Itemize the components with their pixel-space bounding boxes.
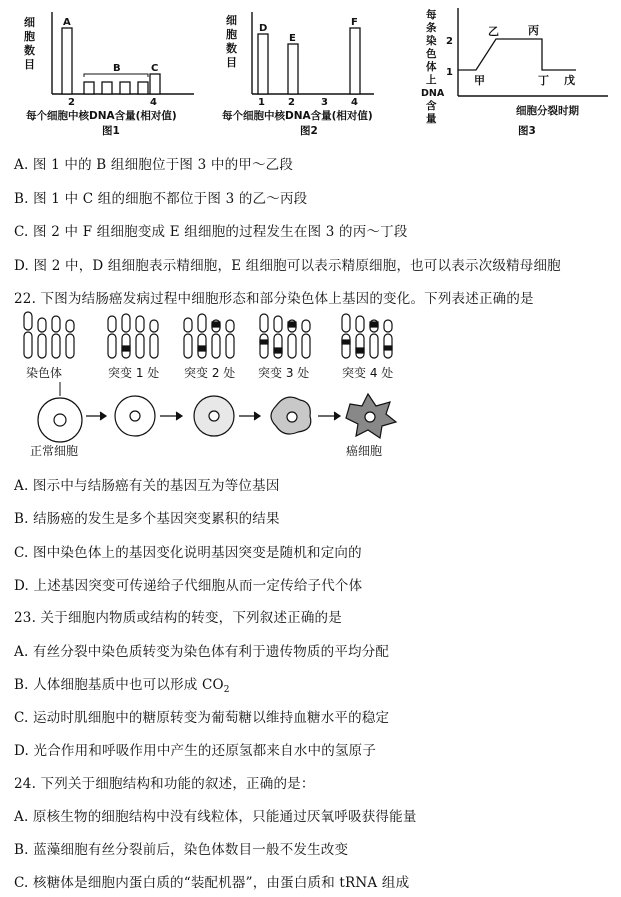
bar xyxy=(258,34,268,94)
chromosome-label: 突变 4 处 xyxy=(342,366,394,380)
q23-option-b-text: B. 人体细胞基质中也可以形成 CO xyxy=(14,677,224,693)
bar-label: E xyxy=(289,33,296,44)
fig3-ylabel xyxy=(421,8,445,125)
fig3-ytick: 1 xyxy=(446,67,453,78)
fig3-ylabel-char: 含 xyxy=(426,100,437,112)
q23-stem: 23. 关于细胞内物质或结构的转变，下列叙述正确的是 xyxy=(14,610,342,626)
q22-option-b: B. 结肠癌的发生是多个基因突变累积的结果 xyxy=(14,511,280,527)
fig3-point-label: 丁 xyxy=(538,74,549,87)
q24-option-c: C. 核糖体是细胞内蛋白质的“装配机器”，由蛋白质和 tRNA 组成 xyxy=(14,875,410,891)
fig1-ylabel xyxy=(24,15,35,71)
q23-option-c: C. 运动时肌细胞中的糖原转变为葡萄糖以维持血糖水平的稳定 xyxy=(14,710,390,726)
cell-label-cancer: 癌细胞 xyxy=(346,444,383,458)
cell-label-normal: 正常细胞 xyxy=(30,444,79,458)
fig3-caption: 图3 xyxy=(518,125,536,137)
fig2-tick: 4 xyxy=(351,97,358,108)
q22-option-d: D. 上述基因突变可传递给子代细胞从而一定传给子代个体 xyxy=(14,578,363,594)
fig3-point-label: 乙 xyxy=(488,25,499,38)
q22-option-c: C. 图中染色体上的基因变化说明基因突变是随机和定向的 xyxy=(14,545,362,561)
fig3-ylabel-char: 染 xyxy=(426,35,437,47)
cell-labels xyxy=(30,443,382,458)
fig2-tick: 3 xyxy=(321,97,328,108)
fig2-xlabel: 每个细胞中核DNA含量(相对值) xyxy=(222,110,373,122)
bar-label: F xyxy=(351,17,358,28)
fig2-ylabel-char: 细 xyxy=(226,14,237,27)
fig3-ylabel-char: DNA xyxy=(421,88,445,99)
fig3-ytick: 2 xyxy=(446,36,453,47)
bar xyxy=(102,82,112,94)
q24-option-a: A. 原核生物的细胞结构中没有线粒体，只能通过厌氧呼吸获得能量 xyxy=(14,809,417,825)
fig2-ylabel-char: 胞 xyxy=(226,28,237,41)
fig2-tick: 1 xyxy=(258,97,265,108)
fig1-caption: 图1 xyxy=(102,125,120,137)
bar-label: D xyxy=(259,23,268,34)
figure-1 xyxy=(22,8,202,140)
fig3-point-label: 甲 xyxy=(474,74,485,87)
fig3-point-labels xyxy=(474,23,575,87)
q23-option-b xyxy=(14,673,230,695)
chromosome-group-mutation-1 xyxy=(108,314,158,358)
fig3-ylabel-char: 体 xyxy=(426,61,437,73)
chromosome-label: 染色体 xyxy=(26,366,63,380)
q24-option-b: B. 蓝藻细胞有丝分裂前后，染色体数目一般不发生改变 xyxy=(14,842,349,858)
chromosome-group-mutation-3 xyxy=(260,314,310,358)
co2-subscript: 2 xyxy=(223,685,230,695)
fig1-tick: 2 xyxy=(68,97,75,108)
fig3-ylabel-char: 每 xyxy=(426,9,437,21)
bar xyxy=(288,44,298,94)
q22-figure xyxy=(20,310,420,460)
chromosome-group-mutation-4 xyxy=(342,314,392,358)
fig3-xlabel: 细胞分裂时期 xyxy=(516,105,579,117)
chromosome-label: 突变 3 处 xyxy=(258,366,310,380)
fig3-ylabel-char: 色 xyxy=(426,48,437,60)
q21-option-b: B. 图 1 中 C 组的细胞不都位于图 3 的乙～丙段 xyxy=(14,191,308,207)
bar-label: A xyxy=(63,17,71,28)
q24-stem: 24. 下列关于细胞结构和功能的叙述，正确的是： xyxy=(14,776,315,792)
fig1-bars xyxy=(62,17,160,94)
fig1-ylabel-char: 胞 xyxy=(24,30,35,43)
bar-label: C xyxy=(151,63,159,74)
fig1-ylabel-char: 目 xyxy=(24,58,35,71)
bar xyxy=(62,28,72,94)
fig3-ylabel-char: 量 xyxy=(426,113,437,125)
q22-option-a: A. 图示中与结肠癌有关的基因互为等位基因 xyxy=(14,478,280,494)
q23-option-d: D. 光合作用和呼吸作用中产生的还原氢都来自水中的氢原子 xyxy=(14,743,377,759)
fig2-bars xyxy=(258,17,360,94)
fig1-ylabel-char: 细 xyxy=(24,16,35,29)
chromosome-label: 突变 1 处 xyxy=(108,366,160,380)
chromosome-label: 突变 2 处 xyxy=(184,366,236,380)
fig1-xlabel: 每个细胞中核DNA含量(相对值) xyxy=(26,110,177,122)
fig1-tick: 4 xyxy=(150,97,157,108)
fig1-group-b-label: B xyxy=(113,63,121,74)
fig3-ylabel-char: 上 xyxy=(426,74,437,86)
fig2-tick: 2 xyxy=(288,97,295,108)
fig2-ylabel-char: 目 xyxy=(226,56,237,69)
chromosome-group-normal xyxy=(24,312,74,358)
bar xyxy=(150,74,160,94)
fig1-group-b-bracket xyxy=(84,74,148,77)
fig1-ylabel-char: 数 xyxy=(24,44,35,57)
fig3-point-label: 丙 xyxy=(528,24,539,37)
chromosome-group-mutation-2 xyxy=(184,314,234,358)
figure-3 xyxy=(418,4,618,142)
bar xyxy=(120,82,130,94)
figure-2 xyxy=(218,8,398,140)
cell-sequence xyxy=(38,394,396,442)
q22-stem: 22. 下图为结肠癌发病过程中细胞形态和部分染色体上基因的变化。下列表述正确的是 xyxy=(14,291,534,307)
q21-option-c: C. 图 2 中 F 组细胞变成 E 组细胞的过程发生在图 3 的丙～丁段 xyxy=(14,224,408,240)
fig3-point-label: 戊 xyxy=(564,74,575,87)
q21-option-a: A. 图 1 中的 B 组细胞位于图 3 中的甲～乙段 xyxy=(14,157,294,173)
fig3-curve xyxy=(458,39,576,70)
q23-option-a: A. 有丝分裂中染色质转变为染色体有利于遗传物质的平均分配 xyxy=(14,644,390,660)
q21-option-d: D. 图 2 中，D 组细胞表示精细胞，E 组细胞可以表示精原细胞，也可以表示次级精母细胞 xyxy=(14,258,561,274)
bar xyxy=(84,82,94,94)
fig2-ylabel xyxy=(226,13,237,69)
fig2-ylabel-char: 数 xyxy=(226,42,237,55)
bar xyxy=(350,28,360,94)
fig3-ylabel-char: 条 xyxy=(426,22,437,34)
fig2-caption: 图2 xyxy=(300,125,318,137)
chromosome-labels xyxy=(26,365,393,380)
bar xyxy=(138,82,148,94)
